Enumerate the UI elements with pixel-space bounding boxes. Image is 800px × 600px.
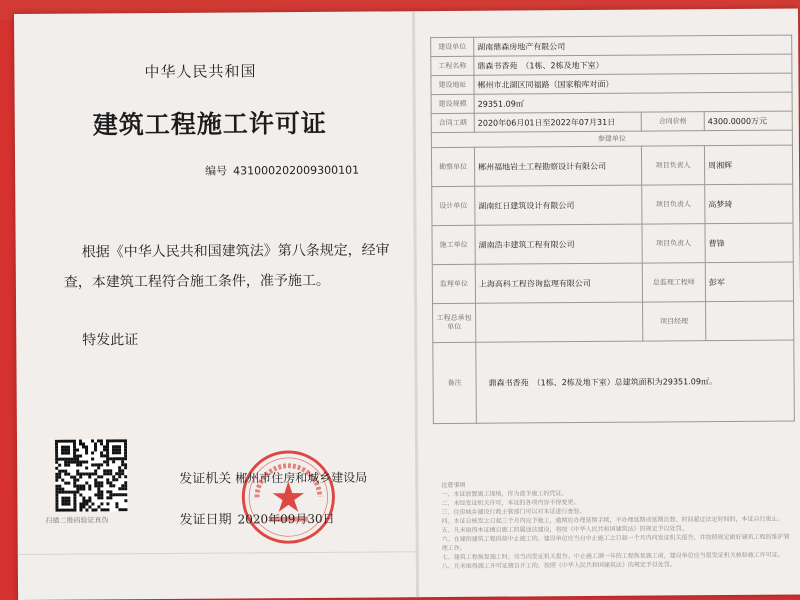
period-value: 2020年06月01日至2022年07月31日 <box>474 112 641 132</box>
official-seal-icon <box>239 448 338 547</box>
price-value: 4300.0000万元 <box>704 111 792 131</box>
supervise-value: 上海高科工程咨询监理有限公司 <box>475 263 642 303</box>
issuing-authority <box>179 467 367 487</box>
list-item: 六、在建的建筑工程因故中止施工的，建设单位应当自中止施工之日起一个月内向发证机关报告，并按照规定做好建筑工程的维护管理工作。 <box>441 533 790 553</box>
design-label: 设计单位 <box>432 186 475 225</box>
table-row <box>431 54 792 76</box>
table-row <box>432 262 793 304</box>
builder-label: 建设单位 <box>431 37 474 56</box>
issue-date-value: 2020年09月30日 <box>237 511 335 527</box>
construct-person: 曹锋 <box>705 223 793 263</box>
country-name: 中华人民共和国 <box>144 62 257 82</box>
table-row <box>431 73 792 95</box>
design-person: 高梦琦 <box>705 184 793 224</box>
supervise-person: 彭军 <box>705 262 793 302</box>
certificate-title: 建筑工程施工许可证 <box>92 108 327 140</box>
survey-person-label: 项目负责人 <box>641 146 704 185</box>
remark-value: 鼎森书香苑 （1栋、2栋及地下室）总建筑面积为29351.09㎡。 <box>476 340 795 423</box>
list-item: 八、凡未取得施工许可证擅自开工的，按照《中华人民共和国建筑法》的规定予以处罚。 <box>441 561 676 571</box>
qr-code-icon[interactable] <box>55 439 128 512</box>
issue-date <box>179 508 334 528</box>
list-item: 一、本证放置施工现场，作为准予施工的凭证。 <box>441 490 568 499</box>
table-row <box>432 184 793 226</box>
issuer-value: 郴州市住房和城乡建设局 <box>235 470 368 486</box>
list-item: 四、本证自核发之日起三个月内应予施工，逾期应办理延期手续，不办理延期或延期次数、时间超过法定时间的，本证自行废止。 <box>441 515 784 526</box>
cert-no-value: 431000202009300101 <box>233 163 360 178</box>
remark-label: 备注 <box>433 342 477 423</box>
design-value: 湖南红日建筑设计有限公司 <box>475 185 642 225</box>
design-person-label: 项目负责人 <box>642 185 705 224</box>
construct-value: 湖南浩丰建筑工程有限公司 <box>475 224 642 264</box>
body-text-line1: 根据《中华人民共和国建筑法》第八条规定，经审 <box>81 242 390 261</box>
list-item: 三、住房城乡建设行政主管部门可以对本证进行查验。 <box>441 508 586 517</box>
issue-date-label: 发证日期 <box>179 512 232 528</box>
project-info-table <box>430 35 795 425</box>
scale-value: 29351.09㎡ <box>474 92 792 113</box>
issuer-label: 发证机关 <box>179 471 232 487</box>
general-person-label: 项目经理 <box>643 302 706 341</box>
table-row <box>431 92 792 114</box>
table-row <box>431 111 792 133</box>
address-value: 郴州市北湖区同福路（国家粮库对面） <box>474 73 792 94</box>
table-row <box>431 35 792 57</box>
general-label: 工程总承包单位 <box>433 303 476 342</box>
address-label: 建设地址 <box>431 75 474 94</box>
notes-section <box>441 479 794 571</box>
survey-label: 勘察单位 <box>431 147 474 186</box>
construct-person-label: 项目负责人 <box>642 224 705 263</box>
right-page <box>418 9 800 598</box>
table-row <box>433 301 794 343</box>
page-divider <box>18 551 418 555</box>
construct-label: 施工单位 <box>432 225 475 264</box>
table-row <box>431 145 792 187</box>
project-label: 工程名称 <box>431 56 474 75</box>
survey-person: 周湘辉 <box>704 145 792 185</box>
period-label: 合同工期 <box>431 113 474 132</box>
price-label: 合同价格 <box>641 112 704 131</box>
cert-no-label: 编号 <box>205 164 228 178</box>
list-item: 二、未经发证机关许可，本证的各项内容不得变更。 <box>441 499 580 508</box>
builder-value: 湖南鼎森房地产有限公司 <box>474 35 792 56</box>
table-row <box>433 340 795 424</box>
supervise-person-label: 总监理工程师 <box>642 263 705 302</box>
qr-caption: 扫描二维码验证真伪 <box>45 516 109 525</box>
body-text-line2: 查，本建筑工程符合施工条件，准予施工。 <box>63 272 330 291</box>
permit-certificate <box>14 9 800 600</box>
survey-value: 郴州福地岩土工程勘察设计有限公司 <box>474 146 641 186</box>
list-item: 五、凡未取得本证擅自施工的属违法建设，将按《中华人民共和国建筑法》的规定予以处罚。 <box>441 525 688 535</box>
scale-label: 建设规模 <box>431 94 474 113</box>
general-value <box>476 302 643 342</box>
special-note: 特发此证 <box>82 332 139 349</box>
left-page <box>14 11 418 600</box>
table-row <box>432 223 793 265</box>
certificate-number <box>205 162 359 179</box>
general-person <box>706 301 794 341</box>
participants-header: 参建单位 <box>431 130 792 148</box>
project-value: 鼎森书香苑 （1栋、2栋及地下室） <box>474 54 792 75</box>
qr-code-graphic <box>55 439 128 512</box>
list-item: 七、建筑工程恢复施工时，应当向发证机关报告。中止施工满一年的工程恢复施工前，建设单位应当报发证机关核验施工许可证。 <box>441 551 784 562</box>
supervise-label: 监理单位 <box>432 264 475 303</box>
notes-title: 注意事项 <box>441 481 466 490</box>
